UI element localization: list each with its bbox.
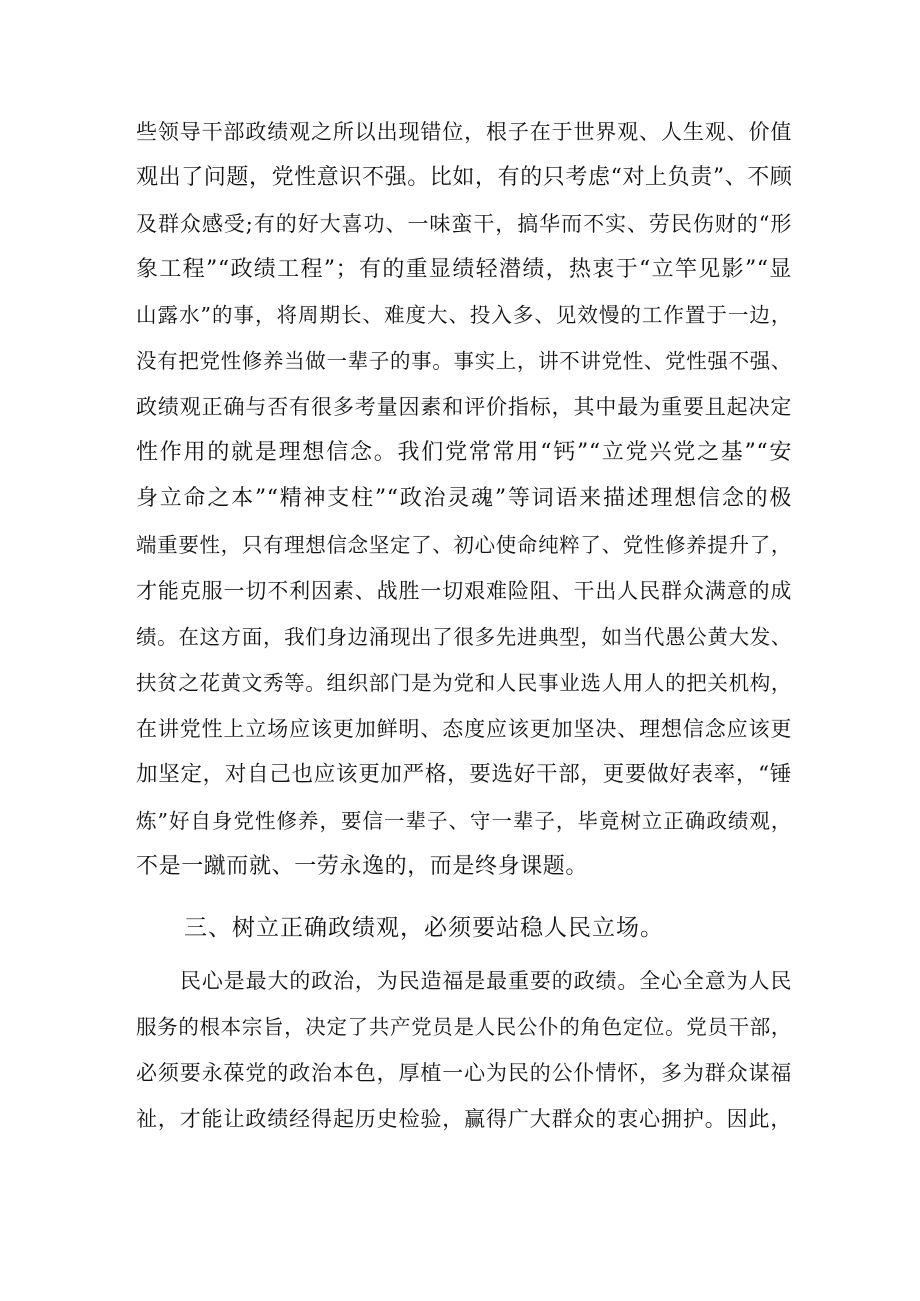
body-text-line: 祉，才能让政绩经得起历史检验，赢得广大群众的衷心拥护。因此， — [136, 1107, 792, 1131]
body-text-line-last: 不是一蹴而就、一劳永逸的，而是终身课题。 — [136, 854, 589, 879]
body-text-line: 绩。在这方面，我们身边涌现出了很多先进典型，如当代愚公黄大发、 — [136, 625, 792, 649]
body-text-line: 端重要性，只有理想信念坚定了、初心使命纯粹了、党性修养提升了， — [136, 533, 792, 557]
body-text-line: 山露水”的事，将周期长、难度大、投入多、见效慢的工作置于一边， — [136, 303, 792, 327]
body-text-line: 身立命之本”“精神支柱”“政治灵魂”等词语来描述理想信念的极 — [136, 486, 792, 511]
body-text-line: 些领导干部政绩观之所以出现错位，根子在于世界观、人生观、价值 — [136, 120, 792, 144]
body-text-line: 服务的根本宗旨，决定了共产党员是人民公仆的角色定位。党员干部， — [136, 1015, 792, 1039]
body-text-line: 必须要永葆党的政治本色，厚植一心为民的公仆情怀，多为群众谋福 — [136, 1061, 792, 1085]
body-text-line: 象工程”“政绩工程”；有的重显绩轻潜绩，热衷于“立竿见影”“显 — [136, 257, 792, 282]
body-text-line: 政绩观正确与否有很多考量因素和评价指标，其中最为重要且起决定 — [136, 395, 792, 419]
body-text-line: 扶贫之花黄文秀等。组织部门是为党和人民事业选人用人的把关机构， — [136, 671, 792, 695]
body-text-line: 民心是最大的政治，为民造福是最重要的政绩。全心全意为人民 — [180, 969, 792, 993]
body-text-line: 才能克服一切不利因素、战胜一切艰难险阻、干出人民群众满意的成 — [136, 579, 792, 603]
body-text-line: 在讲党性上立场应该更加鲜明、态度应该更加坚决、理想信念应该更 — [136, 717, 792, 741]
body-text-line: 观出了问题，党性意识不强。比如，有的只考虑“对上负责”、不顾 — [136, 165, 793, 190]
body-text-line: 及群众感受;有的好大喜功、一味蛮干，搞华而不实、劳民伤财的“形 — [136, 212, 792, 236]
body-text-line: 没有把党性修养当做一辈子的事。事实上，讲不讲党性、党性强不强、 — [136, 349, 792, 373]
body-text-line: 加坚定，对自己也应该更加严格，要选好干部，更要做好表率，“锤 — [136, 762, 792, 787]
body-text-line: 炼”好自身党性修养，要信一辈子、守一辈子，毕竟树立正确政绩观， — [136, 809, 792, 833]
section-heading: 三、树立正确政绩观，必须要站稳人民立场。 — [184, 915, 664, 941]
body-text-line: 性作用的就是理想信念。我们党常常用“钙”“立党兴党之基”“安 — [136, 440, 792, 465]
